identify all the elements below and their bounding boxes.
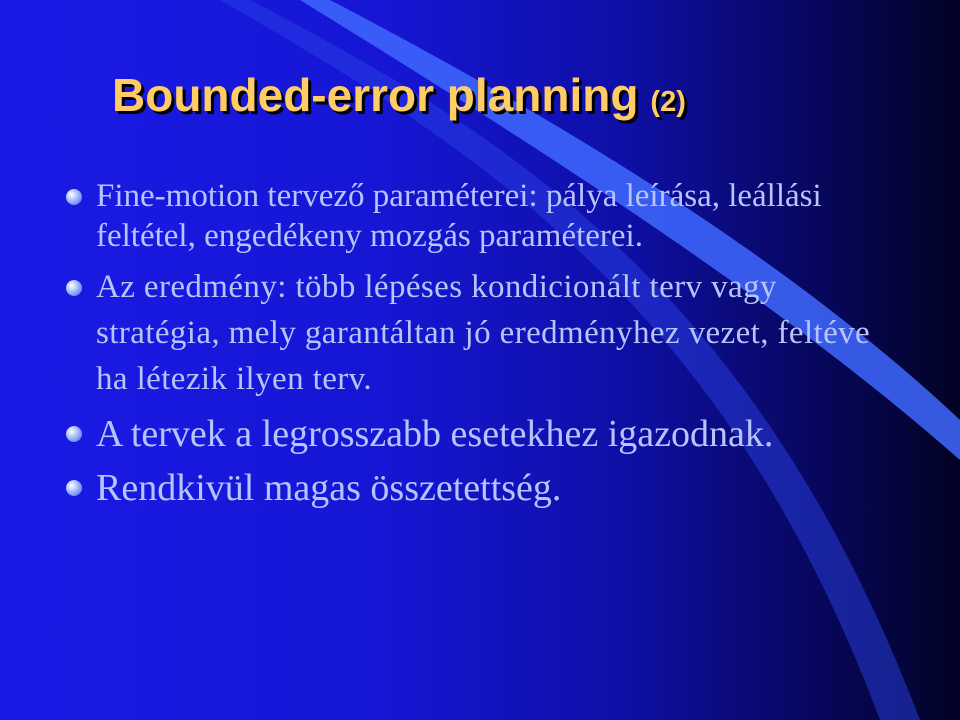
bullet-dot-icon <box>66 189 82 205</box>
bullet-item <box>66 176 886 256</box>
bullet-item <box>66 408 886 460</box>
bullet-list <box>66 176 886 514</box>
bullet-text: Fine-motion tervező paraméterei: pálya leírása, leállási feltétel, engedékeny mozgás paraméterei. <box>96 178 822 254</box>
bullet-item <box>66 462 886 514</box>
bullet-item <box>66 264 886 402</box>
bullet-dot-icon <box>66 426 82 442</box>
slide-title-suffix: (2) <box>650 86 686 118</box>
slide-title-main: Bounded-error planning <box>112 69 639 121</box>
bullet-text: Az eredmény: több lépéses kondicionált terv vagy stratégia, mely garantáltan jó eredményhez vezet, feltéve ha létezik ilyen terv. <box>96 269 871 397</box>
bullet-text: A tervek a legrosszabb esetekhez igazodnak. <box>96 413 774 455</box>
bullet-dot-icon <box>66 480 82 496</box>
bullet-text: Rendkivül magas összetettség. <box>96 467 562 509</box>
bullet-dot-icon <box>66 280 82 296</box>
slide-title <box>112 68 686 122</box>
